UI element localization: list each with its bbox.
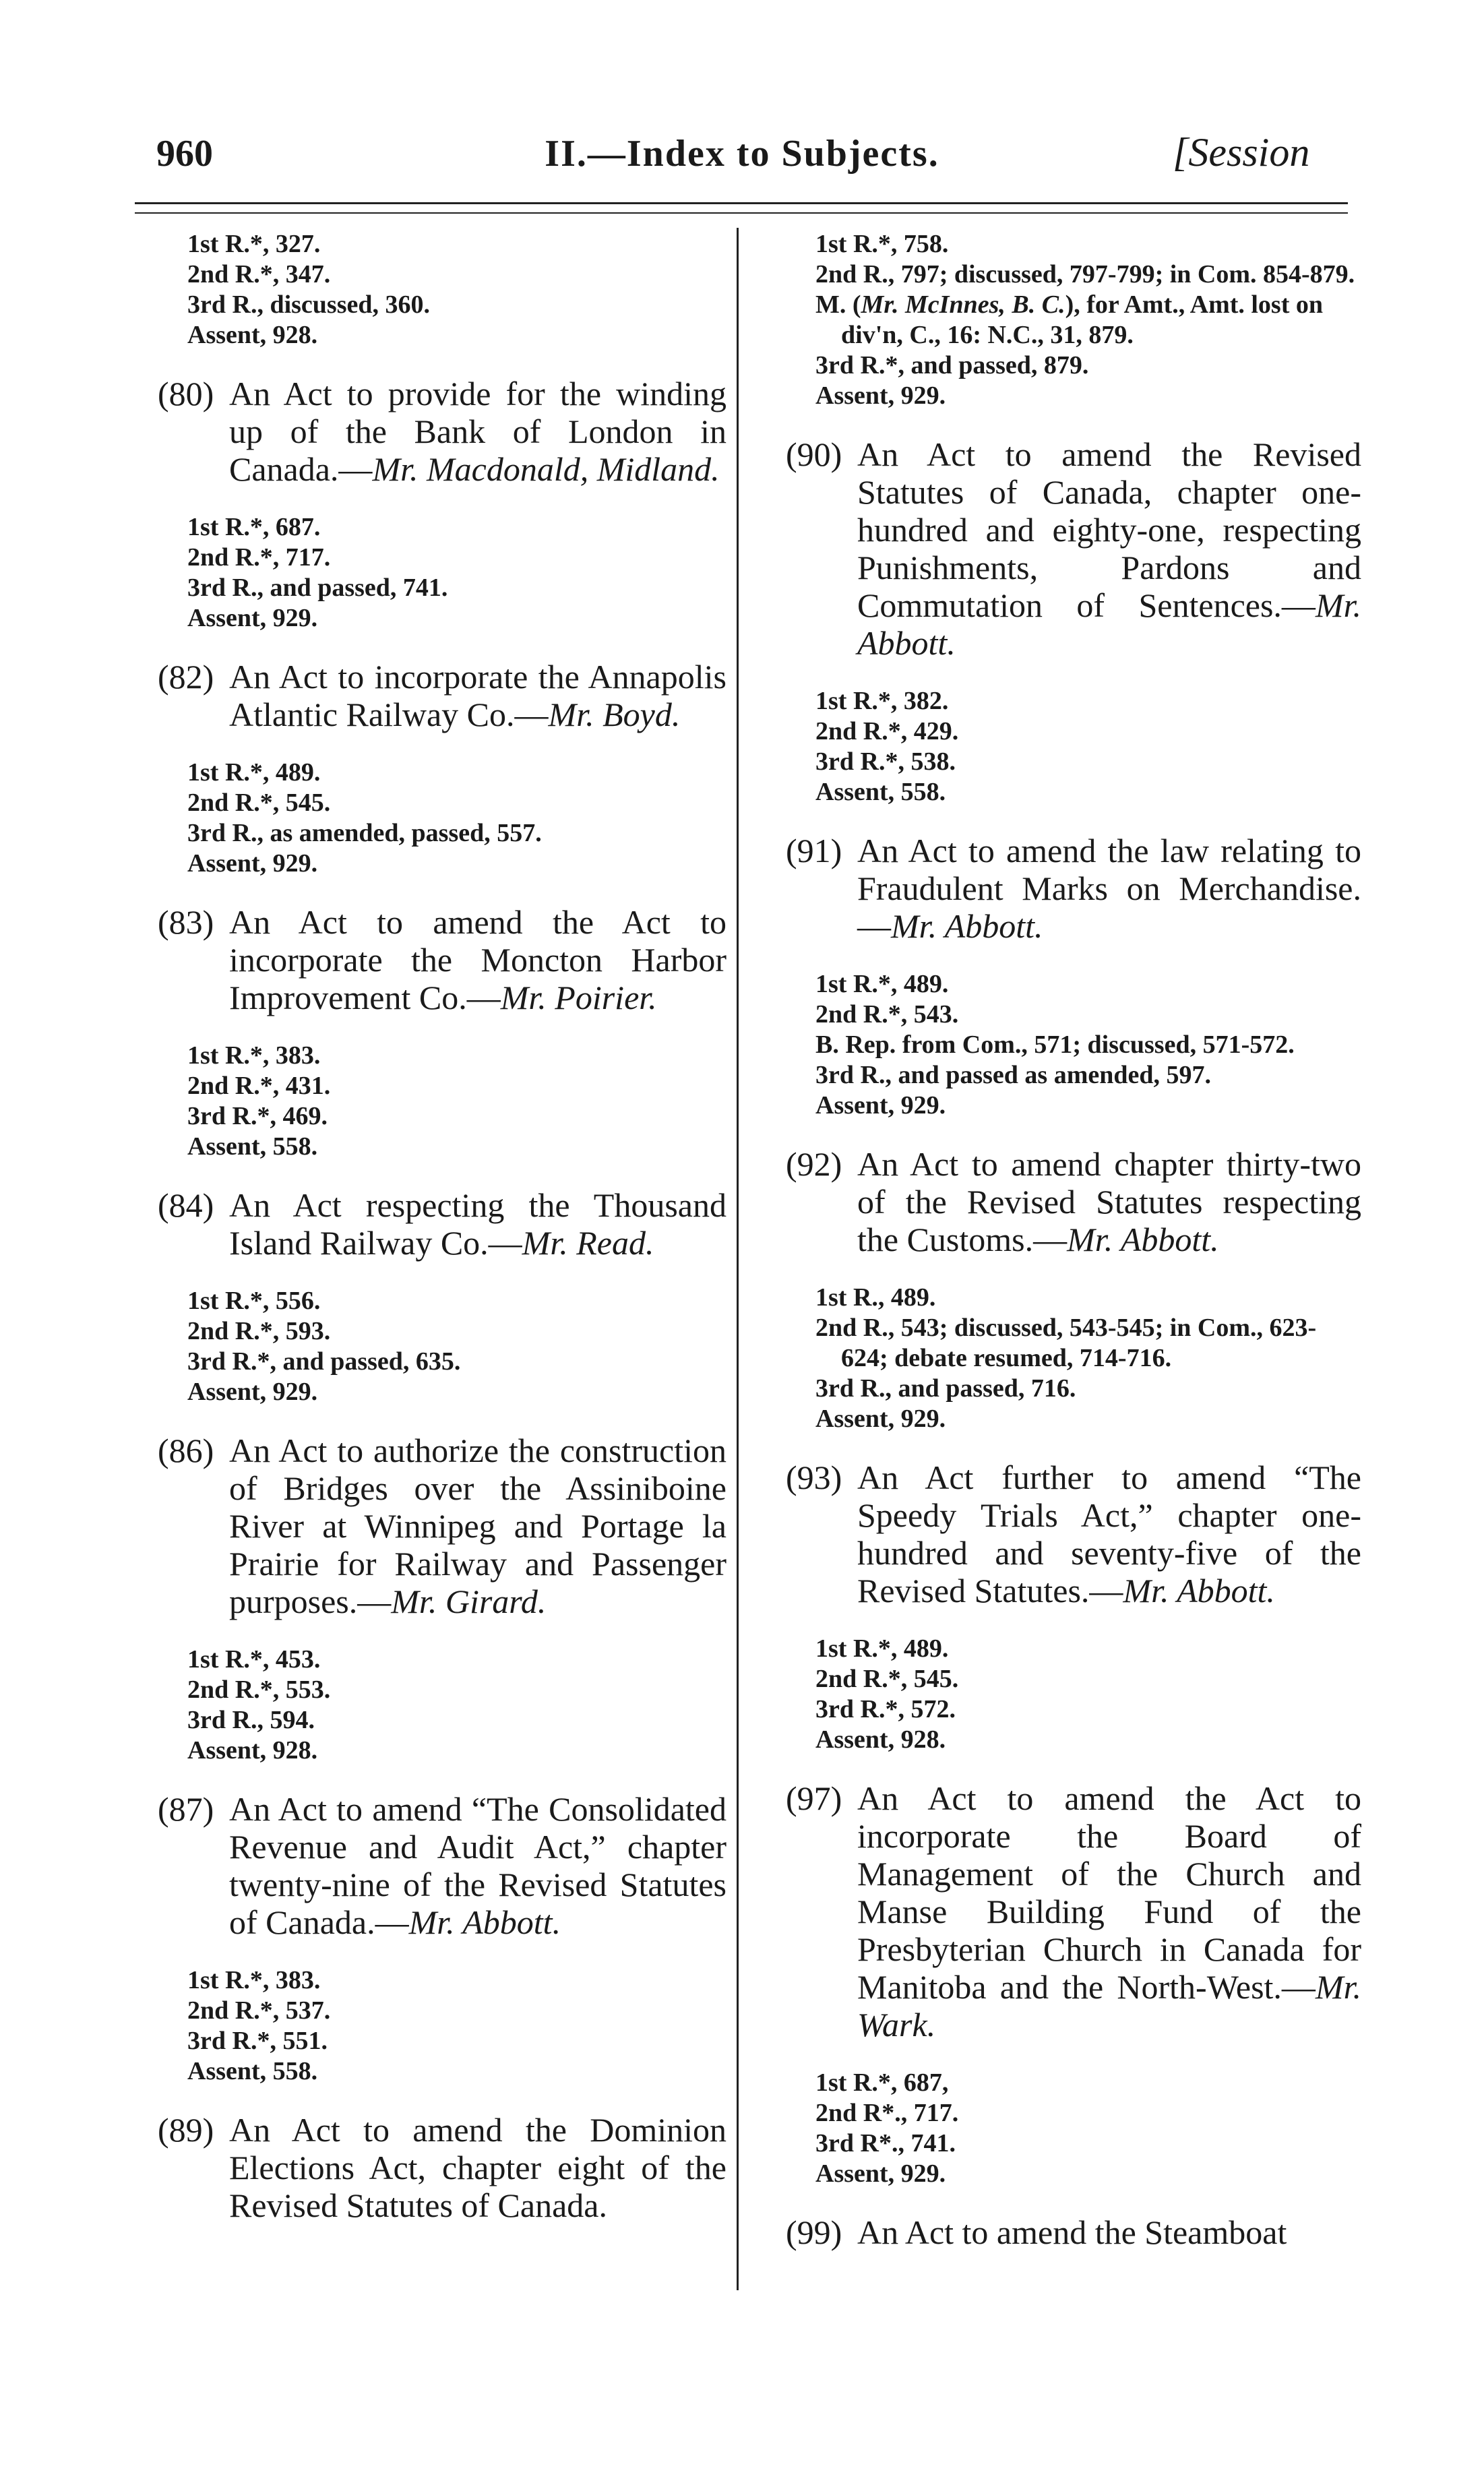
step-line: Assent, 928. <box>187 1736 318 1765</box>
step-line: Assent, 929. <box>187 1378 318 1406</box>
motion-detail: ), for Amt., Amt. lost on div'n, C., 16: N.C., 31, 879. <box>841 290 1324 349</box>
motion-mover: Mr. McInnes, B. C. <box>861 290 1065 319</box>
step-line: Assent, 929. <box>815 1091 946 1120</box>
bill-steps <box>154 1645 726 1766</box>
bill-title: An Act to amend the Revised Statutes of Canada, chapter one-hundred and eighty-one, respecting Punishments, Pardons and Commutation of Sentences.— <box>857 435 1361 624</box>
step-line: 2nd R., 543; discussed, 543-545; in Com., 623-624; debate resumed, 714-716. <box>815 1314 1317 1372</box>
step-line: Assent, 558. <box>815 778 946 806</box>
step-line: 3rd R., and passed as amended, 597. <box>815 1061 1211 1089</box>
step-line: 3rd R.*, 572. <box>815 1695 956 1723</box>
step-line: 1st R.*, 453. <box>187 1645 321 1674</box>
bill-steps <box>154 512 726 634</box>
bill-entry <box>782 1779 1361 2044</box>
step-line: 1st R.*, 687. <box>187 513 321 541</box>
bill-number: (97) <box>786 1779 842 1817</box>
step-line: 1st R.*, 383. <box>187 1041 321 1070</box>
bill-title: An Act to provide for the winding up of the Bank of London in Canada.— <box>229 375 726 488</box>
step-line: 3rd R.*, 538. <box>815 747 956 776</box>
step-line: 1st R.*, 327. <box>187 230 321 258</box>
bill-title: An Act further to amend “The Speedy Trials Act,” chapter one-hundred and seventy-five of the Revised Statutes.— <box>857 1459 1361 1610</box>
step-line: Assent, 929. <box>187 849 318 878</box>
step-line: 2nd R.*, 545. <box>815 1665 959 1693</box>
bill-entry <box>782 832 1361 945</box>
bill-entry <box>154 658 726 733</box>
step-line: 2nd R.*, 545. <box>187 789 331 817</box>
session-label: [Session <box>1173 130 1310 175</box>
bill-title: An Act to amend the Steamboat <box>857 2213 1287 2251</box>
bill-mover: Mr. Abbott. <box>1067 1221 1219 1258</box>
bill-title: An Act to amend “The Consolidated Revenue and Audit Act,” chapter twenty-nine of the Revised Statutes of Canada.— <box>229 1790 726 1941</box>
bill-steps <box>782 969 1361 1121</box>
step-line: Assent, 929. <box>815 1405 946 1433</box>
bill-title: An Act to amend the Act to incorporate the Moncton Harbor Improvement Co.— <box>229 903 726 1016</box>
step-line: Assent, 928. <box>815 1725 946 1754</box>
bill-steps <box>782 686 1361 807</box>
bill-title: An Act to amend the law relating to Fraudulent Marks on Merchandise.— <box>857 832 1361 945</box>
bill-steps <box>154 1041 726 1162</box>
bill-number: (83) <box>158 903 214 941</box>
step-line: Assent, 558. <box>187 2057 318 2085</box>
step-line: 1st R.*, 687, <box>815 2068 949 2097</box>
bill-title: An Act to authorize the construction of Bridges over the Assiniboine River at Winnipeg and Portage la Prairie for Railway and Passenger purposes.— <box>229 1432 726 1620</box>
bill-mover: Mr. Read. <box>522 1224 654 1262</box>
step-line: 2nd R.*, 537. <box>187 1996 331 2025</box>
step-line: 3rd R., and passed, 716. <box>815 1374 1076 1403</box>
running-title: II.—Index to Subjects. <box>545 133 939 175</box>
bill-steps <box>154 1286 726 1407</box>
header-rule-bottom <box>135 212 1348 214</box>
continued-steps <box>782 229 1361 411</box>
step-line: 3rd R*., 741. <box>815 2129 956 2157</box>
step-line: 1st R.*, 489. <box>815 1634 949 1663</box>
step-line: 2nd R.*, 593. <box>187 1317 331 1345</box>
step-line: Assent, 929. <box>815 381 946 410</box>
step-line: 3rd R., as amended, passed, 557. <box>187 819 542 847</box>
bill-mover: Mr. Wark. <box>857 1968 1361 2044</box>
bill-entry <box>782 2213 1361 2251</box>
step-line: 3rd R., 594. <box>187 1706 315 1734</box>
bill-mover: Mr. Macdonald, Midland. <box>372 450 720 488</box>
step-line: 2nd R.*, 429. <box>815 717 959 745</box>
bill-entry <box>154 1432 726 1620</box>
bill-title: An Act to amend the Dominion Elections Act, chapter eight of the Revised Statutes of Canada. <box>229 2111 726 2224</box>
bill-steps <box>782 2068 1361 2189</box>
bill-number: (89) <box>158 2111 214 2149</box>
bill-title: An Act to amend the Act to incorporate the Board of Management of the Church and Manse Building Fund of the Presbyterian Church in Canada for Manitoba and the North-West.— <box>857 1779 1361 2006</box>
step-line: Assent, 929. <box>815 2159 946 2188</box>
bill-title: An Act to amend chapter thirty-two of the Revised Statutes respecting the Customs.— <box>857 1145 1361 1258</box>
motion-prefix: M. ( <box>815 290 861 319</box>
bill-entry <box>154 1790 726 1941</box>
step-line: 2nd R.*, 347. <box>187 260 331 288</box>
step-line: 3rd R.*, 469. <box>187 1102 328 1130</box>
step-line: 2nd R.*, 717. <box>187 543 331 572</box>
bill-entry <box>782 1459 1361 1610</box>
bill-number: (86) <box>158 1432 214 1469</box>
step-line: 3rd R., and passed, 741. <box>187 574 448 602</box>
step-line: 1st R.*, 556. <box>187 1287 321 1315</box>
step-line: 2nd R*., 717. <box>815 2099 959 2127</box>
header-rule-top <box>135 202 1348 204</box>
bill-mover: Mr. Abbott. <box>857 586 1361 662</box>
bill-number: (90) <box>786 435 842 473</box>
bill-steps <box>782 1283 1361 1434</box>
step-line <box>815 290 1361 350</box>
step-line: 1st R.*, 489. <box>815 970 949 998</box>
bill-steps <box>154 1965 726 2087</box>
bill-number: (92) <box>786 1145 842 1183</box>
step-line: 1st R.*, 382. <box>815 687 949 715</box>
step-line: 1st R., 489. <box>815 1283 936 1312</box>
bill-mover: Mr. Abbott. <box>1123 1572 1275 1610</box>
step-line: 3rd R.*, and passed, 879. <box>815 351 1089 379</box>
step-line: 1st R.*, 383. <box>187 1966 321 1994</box>
bill-steps <box>782 1634 1361 1755</box>
bill-mover: Mr. Boyd. <box>548 696 681 733</box>
bill-number: (99) <box>786 2213 842 2251</box>
step-line: 1st R.*, 758. <box>815 230 949 258</box>
step-line: 2nd R.*, 543. <box>815 1000 959 1029</box>
bill-mover: Mr. Poirier. <box>500 979 657 1016</box>
page-header <box>0 0 1484 202</box>
step-line: Assent, 928. <box>187 321 318 349</box>
step-line: 3rd R.*, and passed, 635. <box>187 1347 461 1376</box>
step-line: Assent, 558. <box>187 1132 318 1161</box>
step-line: 1st R.*, 489. <box>187 758 321 787</box>
left-column <box>154 229 726 2248</box>
step-line: B. Rep. from Com., 571; discussed, 571-572. <box>815 1031 1295 1059</box>
bill-mover: Mr. Abbott. <box>408 1903 561 1941</box>
bill-number: (80) <box>158 375 214 412</box>
page-number: 960 <box>156 133 213 175</box>
continued-steps <box>154 229 726 350</box>
bill-mover: Mr. Girard. <box>391 1583 547 1620</box>
bill-number: (87) <box>158 1790 214 1828</box>
bill-entry <box>782 435 1361 662</box>
bill-entry <box>154 1186 726 1262</box>
column-divider <box>737 228 739 2290</box>
step-line: 2nd R.*, 431. <box>187 1072 331 1100</box>
right-column <box>782 229 1361 2275</box>
bill-number: (91) <box>786 832 842 869</box>
bill-entry <box>154 2111 726 2224</box>
bill-number: (93) <box>786 1459 842 1496</box>
bill-mover: Mr. Abbott. <box>891 907 1043 945</box>
bill-steps <box>154 758 726 879</box>
bill-title: An Act respecting the Thousand Island Railway Co.— <box>229 1186 726 1262</box>
bill-entry <box>782 1145 1361 1258</box>
bill-number: (84) <box>158 1186 214 1224</box>
bill-entry <box>154 903 726 1016</box>
bill-number: (82) <box>158 658 214 696</box>
step-line: 2nd R.*, 553. <box>187 1676 331 1704</box>
step-line: Assent, 929. <box>187 604 318 632</box>
bill-title: An Act to incorporate the Annapolis Atlantic Railway Co.— <box>229 658 726 733</box>
bill-entry <box>154 375 726 488</box>
step-line: 2nd R., 797; discussed, 797-799; in Com. 854-879. <box>815 260 1355 288</box>
step-line: 3rd R.*, 551. <box>187 2027 328 2055</box>
step-line: 3rd R., discussed, 360. <box>187 290 430 319</box>
